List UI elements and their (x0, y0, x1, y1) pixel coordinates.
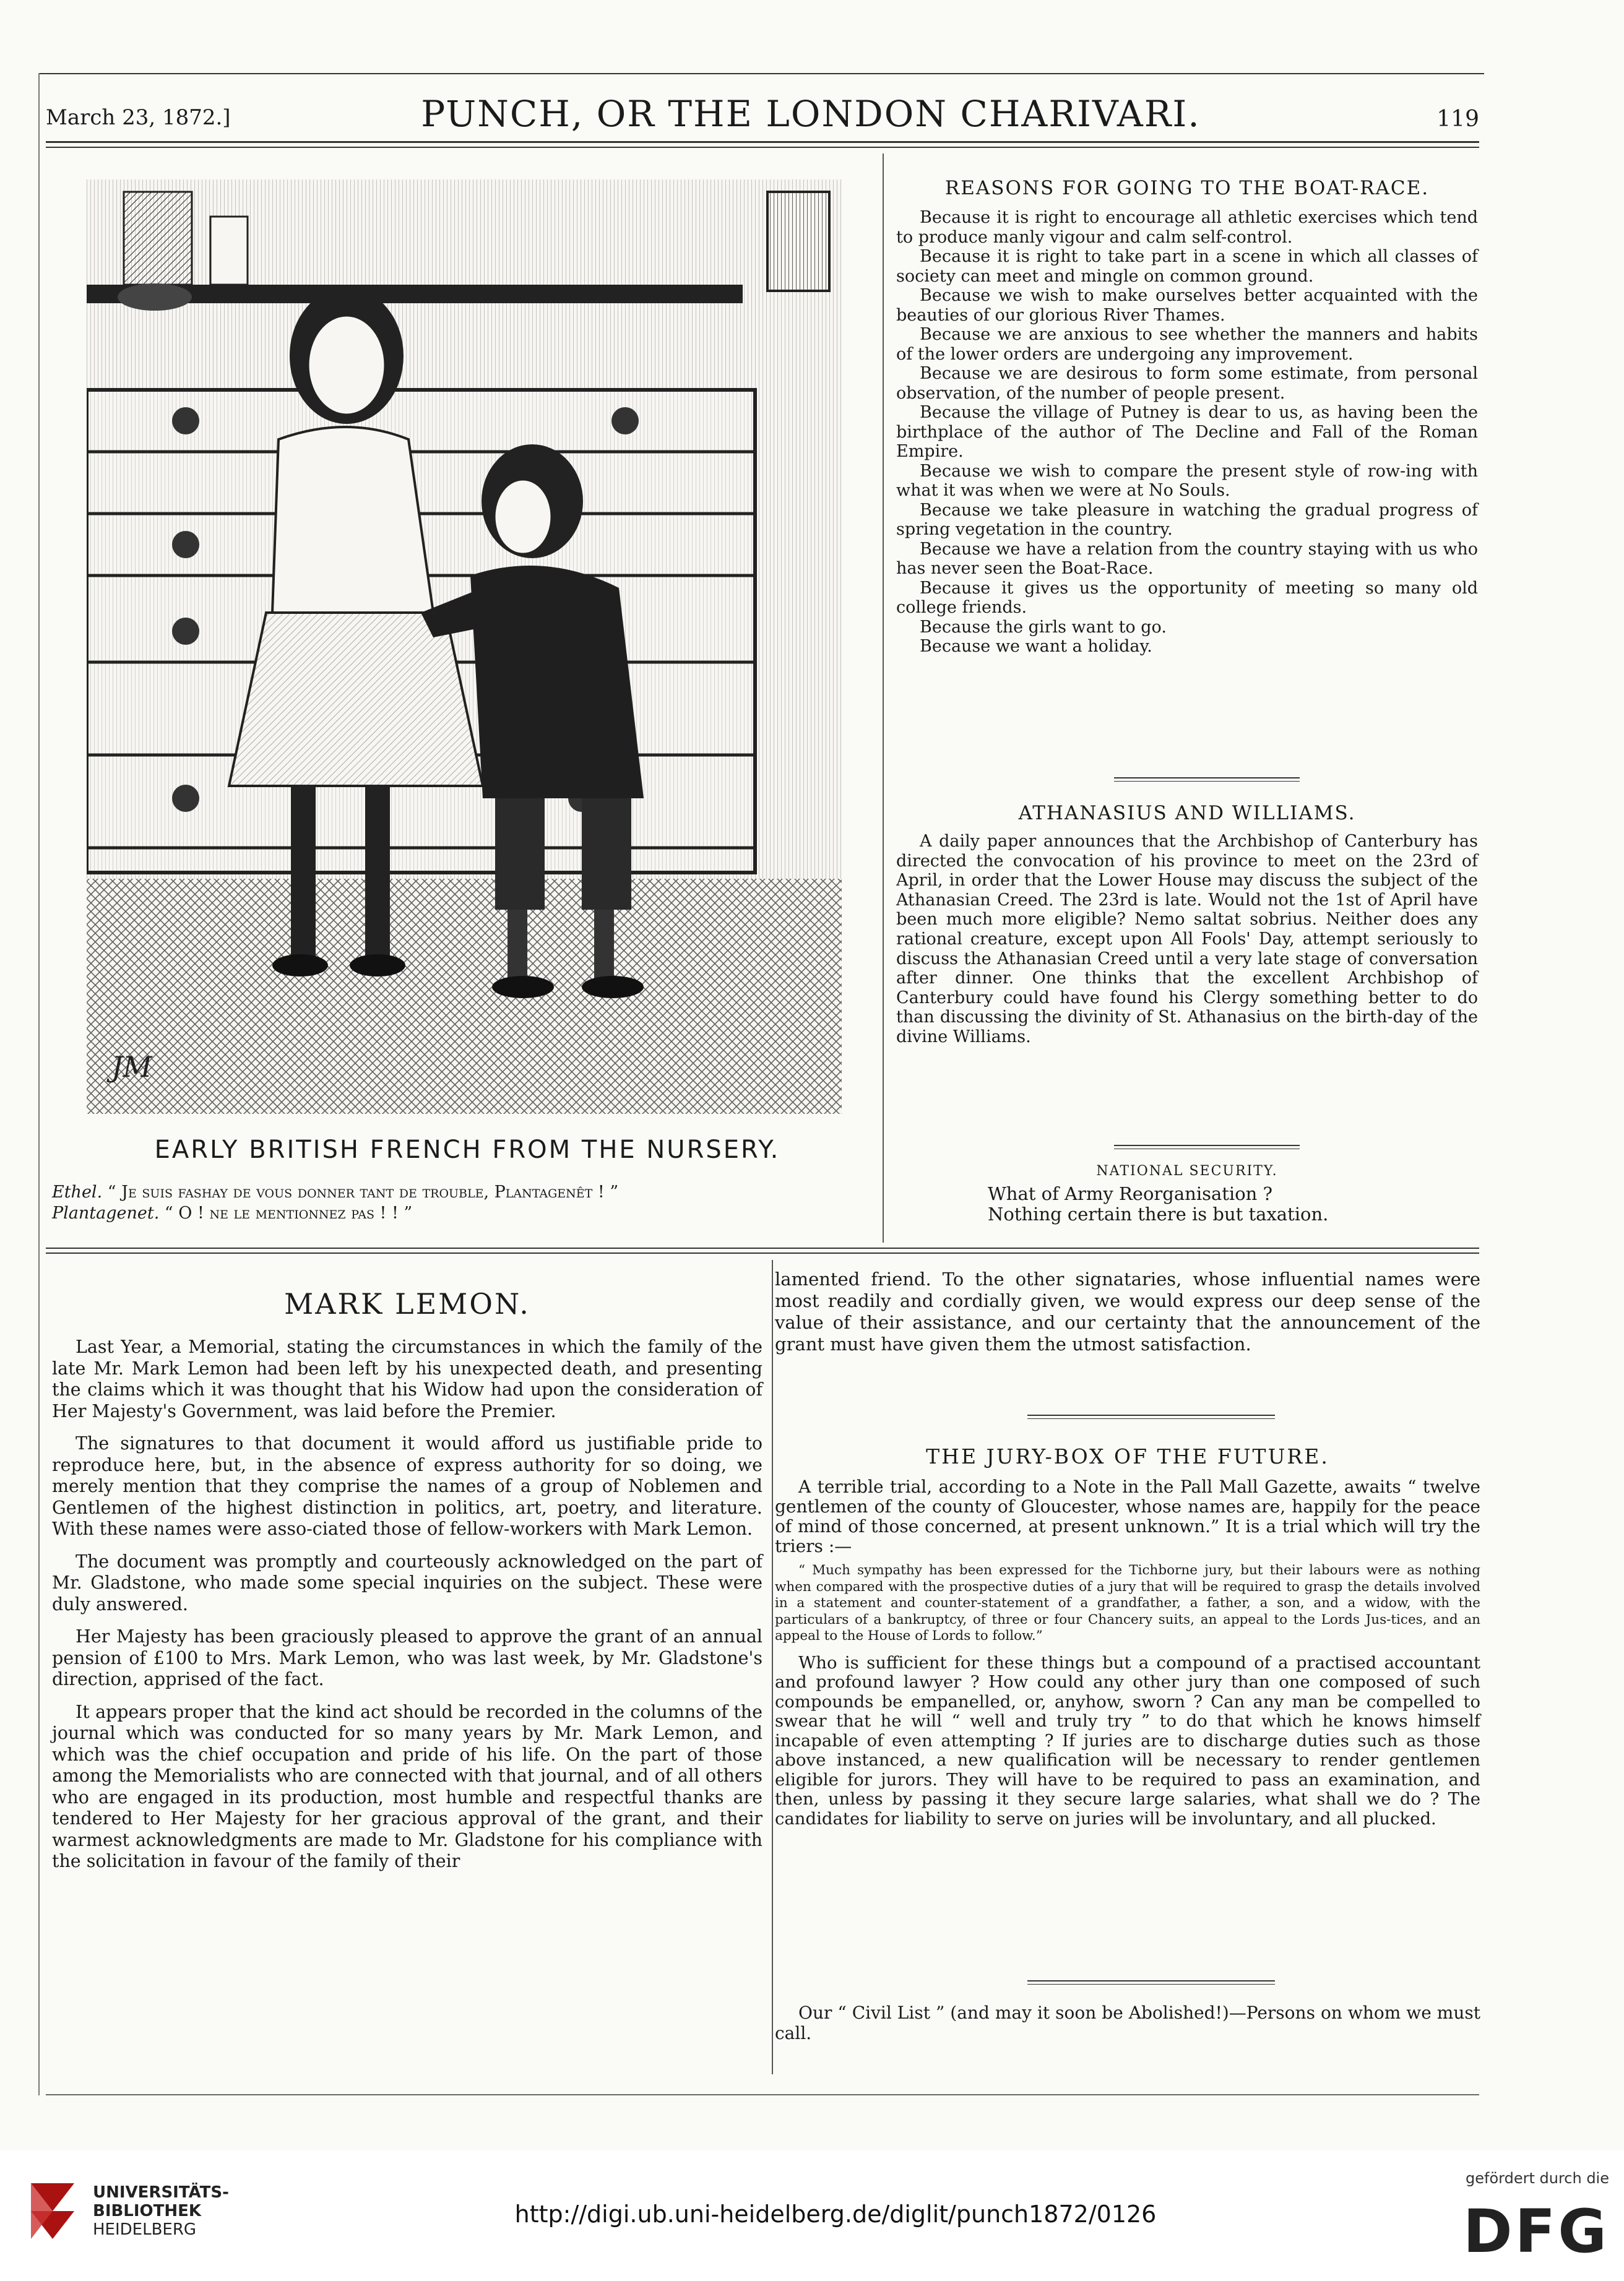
reason-paragraph: Because it is right to encourage all athletic exercises which tend to produce manly vigour and calm self-control. (896, 208, 1478, 247)
header-date: March 23, 1872.] (46, 105, 231, 130)
national-security-article (896, 1163, 1478, 1225)
column-divider-bottom (772, 1260, 773, 2074)
bottom-rule (46, 2094, 1479, 2095)
mid-rule (46, 1248, 1479, 1249)
mark-lemon-continuation (775, 1269, 1480, 1355)
cartoon-dialogue (52, 1182, 869, 1224)
header-title: PUNCH, OR THE LONDON CHARIVARI. (421, 93, 1201, 135)
reason-paragraph: Because it is right to take part in a scene in which all classes of society can meet and mingle on common ground. (896, 247, 1478, 286)
boat-race-body (896, 208, 1478, 657)
boat-race-article (896, 177, 1478, 657)
jury-box-title: THE JURY-BOX OF THE FUTURE. (926, 1444, 1329, 1468)
national-security-verse (896, 1184, 1478, 1225)
mid-rule-2 (46, 1253, 1479, 1254)
section-rule-2 (1114, 781, 1300, 782)
dialogue-line-ethel (52, 1182, 869, 1203)
library-name (93, 2183, 229, 2239)
jury-body: Who is sufficient for these things but a compound of a practised accountant and profound lawyer ? How could any other jury than one composed of such compounds be empanelled, or, anyhow, sworn ? Can any man be compelled to swear that he will “ well and truly try ” to do that which he knows himself incapable of even attempting ? If juries are to discharge duties such as those above instanced, a new qualification will be necessary to render gentlemen eligible for jurors. They will have to be required to pass an examination, and then, unless by passing it they secure large salaries, what shall we do ? The candidates for liability to serve on juries will be involuntary, and all plucked. (775, 1652, 1480, 1829)
dfg-logo: DFG (1462, 2197, 1609, 2266)
mark-lemon-title: MARK LEMON. (284, 1287, 530, 1321)
dialogue-speaker: Ethel. (52, 1183, 103, 1202)
continuation-text: lamented friend. To the other signataries, whose influential names were most readily and cordially given, we would express our deep sense of the value of their assistance, and our certainty that the announcement of the grant must have given them the utmost satisfaction. (775, 1269, 1480, 1355)
page-number: 119 (1436, 106, 1479, 132)
continuation-block (775, 1269, 1480, 1355)
funding-text: gefördert durch die (1466, 2170, 1609, 2187)
column-divider-top (883, 153, 884, 1243)
athanasius-title: ATHANASIUS AND WILLIAMS. (1018, 802, 1356, 824)
source-url-link[interactable]: http://digi.ub.uni-heidelberg.de/diglit/punch1872/0126 (514, 2201, 1157, 2228)
nursery-engraving (87, 179, 842, 1114)
mark-lemon-article (52, 1287, 762, 1873)
civil-list-text: Our “ Civil List ” (and may it soon be Abolished!)—Persons on whom we must call. (775, 2003, 1480, 2043)
athanasius-text: A daily paper announces that the Archbishop of Canterbury has directed the convocation of his province to meet on the 23rd of April, in order that the Lower House may discuss the subject of the Athanasian Creed. The 23rd is late. Would not the 1st of April have been much more eligible? Nemo saltat sobrius. Neither does any rational creature, except upon All Fools' Day, attempt seriously to discuss the Athanasian Creed until a very late stage of conversation after dinner. One thinks that the excellent Archbishop of Canterbury could have found his Clergy something better to do than discussing the divinity of St. Athanasius on the birth-day of the divine Williams. (896, 832, 1478, 1046)
jury-box-article (775, 1444, 1480, 1829)
cartoon-caption-title: EARLY BRITISH FRENCH FROM THE NURSERY. (154, 1136, 780, 1164)
jury-intro: A terrible trial, according to a Note in the Pall Mall Gazette, awaits “ twelve gentlemen of the county of Gloucester, whose names are, happily for the peace of mind of those concerned, at present unknown.” It is a trial which will try the triers :— (775, 1477, 1480, 1556)
article-paragraph: Last Year, a Memorial, stating the circumstances in which the family of the late Mr. Mark Lemon had been left by his unexpected death, and presenting the claims which it was thought that his Widow had upon the consideration of Her Majesty's Government, was laid before the Premier. (52, 1337, 762, 1421)
athanasius-article (896, 802, 1478, 1047)
boat-race-title: REASONS FOR GOING TO THE BOAT-RACE. (944, 177, 1430, 199)
library-name-line: HEIDELBERG (93, 2220, 197, 2239)
reason-paragraph: Because we are desirous to form some estimate, from personal observation, of the number of people present. (896, 364, 1478, 403)
header-rule (46, 141, 1479, 143)
section-rule (1027, 1980, 1275, 1981)
dialogue-speaker: Plantagenet. (52, 1204, 160, 1223)
article-paragraph: It appears proper that the kind act should be recorded in the columns of the journal which was conducted for so many years by Mr. Mark Lemon, and which was the chief occupation and pride of his life. On the part of those among the Memorialists who are connected with that journal, and of all others who are engaged in its production, most humble and respectful thanks are tendered to Her Majesty for her gracious approval of the grant, and their warmest acknowledgments are made to Mr. Gladstone for his compliance with the solicitation in favour of the family of their (52, 1701, 762, 1871)
header-rule-2 (46, 147, 1479, 148)
article-paragraph: The signatures to that document it would afford us justifiable pride to reproduce here, but, in the absence of express authority for so doing, we merely mention that they comprise the names of a group of Noblemen and Gentlemen of the highest distinction in politics, art, poetry, and literature. With these names were asso-ciated those of fellow-workers with Mark Lemon. (52, 1433, 762, 1539)
reason-paragraph: Because the village of Putney is dear to us, as having been the birthplace of the author of The Decline and Fall of the Roman Empire. (896, 403, 1478, 461)
artist-signature: JM (111, 1050, 152, 1084)
library-logo-icon (25, 2177, 80, 2245)
dialogue-text: “ Je suis fashay de vous donner tant de trouble, Plantagenêt ! ” (107, 1183, 619, 1202)
reason-paragraph: Because we want a holiday. (920, 637, 1152, 656)
reason-paragraph: Because we take pleasure in watching the gradual progress of spring vegetation in the country. (896, 500, 1478, 539)
section-rule-2 (1027, 1418, 1275, 1419)
dialogue-line-plantagenet (52, 1203, 869, 1224)
reason-paragraph: Because we wish to compare the present style of row-ing with what it was when we were at No Souls. (896, 461, 1478, 500)
left-border (38, 73, 40, 2095)
top-border (38, 73, 1484, 74)
reason-paragraph: Because we have a relation from the country staying with us who has never seen the Boat-Race. (896, 539, 1478, 578)
mark-lemon-body (52, 1337, 762, 1873)
article-paragraph: The document was promptly and courteously acknowledged on the part of Mr. Gladstone, who made some special inquiries on the subject. These were duly answered. (52, 1551, 762, 1615)
dialogue-text: “ O ! ne le mentionnez pas ! ! ” (164, 1204, 413, 1223)
library-name-line: BIBLIOTHEK (93, 2202, 202, 2220)
verse-line: What of Army Reorganisation ? (988, 1183, 1273, 1204)
jury-quote: “ Much sympathy has been expressed for the Tichborne jury, but their labours were as nothing when compared with the prospective duties of a jury that will be required to grasp the details involved in a statement and counter-statement of a grandfather, a father, a son, and a widow, with the particulars of a bankruptcy, of three or four Chancery suits, an appeal to the Lords Jus-tices, and an appeal to the House of Lords to follow.” (775, 1563, 1480, 1644)
national-security-title: NATIONAL SECURITY. (1096, 1163, 1278, 1179)
article-paragraph: Her Majesty has been graciously pleased to approve the grant of an annual pension of £100 to Mrs. Mark Lemon, who was last week, by Mr. Gladstone's direction, apprised of the fact. (52, 1626, 762, 1689)
library-name-line: UNIVERSITÄTS- (93, 2183, 229, 2202)
section-rule (1114, 777, 1300, 778)
reason-paragraph: Because it gives us the opportunity of meeting so many old college friends. (896, 578, 1478, 617)
reason-paragraph: Because we wish to make ourselves better acquainted with the beauties of our glorious River Thames. (896, 286, 1478, 325)
section-rule-2 (1027, 1984, 1275, 1985)
reason-paragraph: Because we are anxious to see whether the manners and habits of the lower orders are undergoing any improvement. (896, 325, 1478, 364)
verse-line: Nothing certain there is but taxation. (988, 1204, 1329, 1225)
section-rule (1114, 1145, 1300, 1146)
cartoon-illustration (87, 179, 842, 1114)
civil-list-article (775, 2003, 1480, 2043)
reason-paragraph: Because the girls want to go. (920, 617, 1167, 637)
section-rule (1027, 1415, 1275, 1416)
